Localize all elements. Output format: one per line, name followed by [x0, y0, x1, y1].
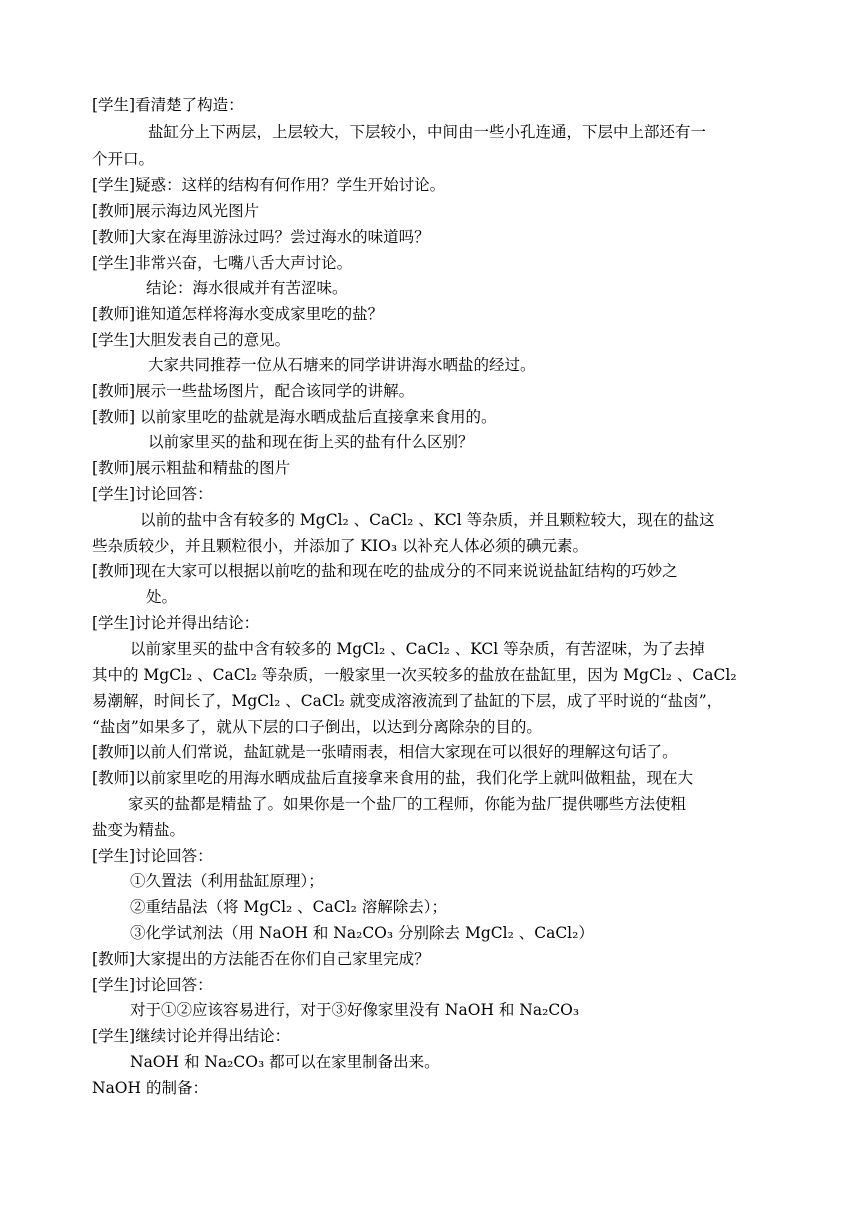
text-line: [学生]讨论回答：: [92, 976, 213, 994]
text-line: [学生]讨论回答：: [92, 847, 213, 865]
text-line: [学生]非常兴奋，七嘴八舌大声讨论。: [92, 254, 353, 272]
text-line: [教师]现在大家可以根据以前吃的盐和现在吃的盐成分的不同来说说盐缸结构的巧妙之: [92, 562, 678, 580]
text-line: ③化学试剂法（用 NaOH 和 Na₂CO₃ 分别除去 MgCl₂ 、CaCl₂）: [130, 924, 594, 942]
text-line: [学生]讨论并得出结论：: [92, 614, 260, 632]
text-line: 以前家里买的盐和现在街上买的盐有什么区别？: [148, 433, 474, 451]
text-line: [教师]展示粗盐和精盐的图片: [92, 459, 291, 477]
text-line: [学生]疑惑：这样的结构有何作用？学生开始讨论。: [92, 176, 446, 194]
text-line: [学生]讨论回答：: [92, 485, 213, 503]
text-line: [学生]看清楚了构造：: [92, 96, 244, 114]
text-line: 对于①②应该容易进行，对于③好像家里没有 NaOH 和 Na₂CO₃: [130, 1001, 580, 1019]
text-line: NaOH 和 Na₂CO₃ 都可以在家里制备出来。: [130, 1053, 440, 1071]
text-line: “盐卤”如果多了，就从下层的口子倒出，以达到分离除杂的目的。: [92, 718, 542, 736]
text-line: 些杂质较少，并且颗粒很小，并添加了 KIO₃ 以补充人体必须的碘元素。: [92, 537, 588, 555]
text-line: 处。: [146, 588, 178, 606]
text-line: 盐变为精盐。: [92, 821, 186, 839]
text-line: [教师]大家提出的方法能否在你们自己家里完成？: [92, 950, 430, 968]
text-line: [学生]大胆发表自己的意见。: [92, 331, 291, 349]
text-line: 个开口。: [92, 150, 155, 168]
text-line: [教师]大家在海里游泳过吗？尝过海水的味道吗？: [92, 228, 430, 246]
text-line: ②重结晶法（将 MgCl₂ 、CaCl₂ 溶解除去）；: [130, 898, 447, 916]
text-line: [教师]以前人们常说，盐缸就是一张晴雨表，相信大家现在可以很好的理解这句话了。: [92, 743, 678, 761]
text-line: 其中的 MgCl₂ 、CaCl₂ 等杂质，一般家里一次买较多的盐放在盐缸里，因为 MgCl₂ 、CaCl₂: [92, 666, 737, 684]
text-line: 以前的盐中含有较多的 MgCl₂ 、CaCl₂ 、KCl 等杂质，并且颗粒较大，现在的盐这: [140, 511, 715, 529]
text-line: [教师]展示一些盐场图片，配合该同学的讲解。: [92, 382, 415, 400]
text-line: 家买的盐都是精盐了。如果你是一个盐厂的工程师，你能为盐厂提供哪些方法使粗: [128, 795, 687, 813]
text-line: 盐缸分上下两层，上层较大，下层较小，中间由一些小孔连通，下层中上部还有一: [148, 123, 707, 141]
text-line: 以前家里买的盐中含有较多的 MgCl₂ 、CaCl₂ 、KCl 等杂质，有苦涩味，为了去掉: [130, 640, 705, 658]
text-line: [教师] 以前家里吃的盐就是海水晒成盐后直接拿来食用的。: [92, 408, 497, 426]
text-line: ①久置法（利用盐缸原理）；: [130, 872, 324, 890]
text-line: NaOH 的制备：: [92, 1079, 208, 1097]
text-line: [教师]谁知道怎样将海水变成家里吃的盐？: [92, 305, 384, 323]
text-line: [教师]以前家里吃的用海水晒成盐后直接拿来食用的盐，我们化学上就叫做粗盐，现在大: [92, 769, 694, 787]
text-line: 结论：海水很咸并有苦涩味。: [146, 279, 348, 297]
text-line: 易潮解，时间长了，MgCl₂ 、CaCl₂ 就变成溶液流到了盐缸的下层，成了平时说的“盐卤”，: [92, 692, 723, 710]
text-line: [教师]展示海边风光图片: [92, 202, 260, 220]
text-line: [学生]继续讨论并得出结论：: [92, 1027, 291, 1045]
text-line: 大家共同推荐一位从石塘来的同学讲讲海水晒盐的经过。: [148, 356, 536, 374]
